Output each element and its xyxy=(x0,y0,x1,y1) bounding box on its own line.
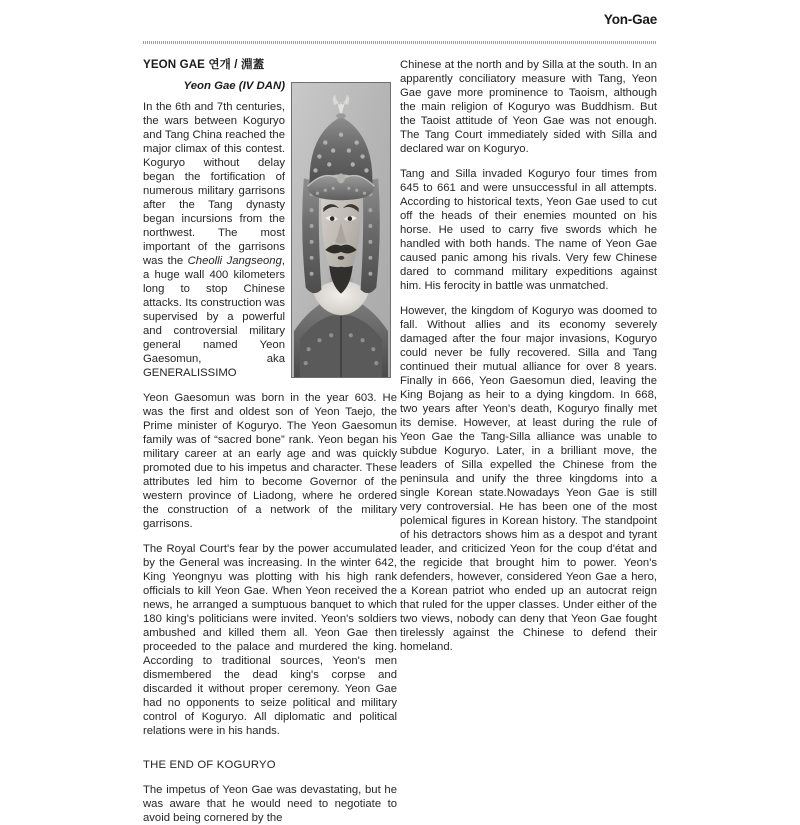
entry-title-korean: 연개 xyxy=(208,58,231,71)
paragraph-right-3: However, the kingdom of Koguryo was doomed to fall. Without allies and its economy severely damaged after the four major invasions, Koguryo could never be fully recovered. Silla and Tang continued their mutual alliance for over 8 years. Finally in 666, Yeon Gaesomun died, leaving the King Bojang as heir to a dying kingdom. In 668, two years after Yeon's death, Koguryo finally met its demise. However, at least during the rule of Yeon Gae the Tang-Silla alliance was unable to subdue Koguryo. Later, in a brilliant move, the leaders of Silla expelled the Chinese from the peninsula and unify the three kingdoms into a single Korean state.Nowadays Yeon Gae is still very controversial. He has been one of the most polemical figures in Korean history. The standpoint of his detractors shows him as a despot and tyrant leader, and criticized Yeon for the coup d'état and the regicide that brought him to power. Yeon's defenders, however, considered Yeon Gae a hero, a Korean patriot who ended up an autocrat reign that ruled for the upper classes. Under either of the two views, nobody can deny that Yeon Gae fought tirelessly against the Chinese to defend their homeland. xyxy=(400,305,657,653)
portrait-figure xyxy=(291,82,397,382)
paragraph-left-1-tail: , a huge wall 400 kilometers long to stop Chinese attacks. Its construction was supervised by a powerful and controversial military general named Yeon Gaesomun, aka GENERALISSIMO xyxy=(143,255,285,380)
entry-title xyxy=(143,58,397,71)
header-dotted-rule xyxy=(143,41,657,44)
section-heading-end-of-koguryo: THE END OF KOGURYO xyxy=(143,759,276,772)
text-column-left xyxy=(143,58,397,825)
page-body xyxy=(143,58,657,825)
paragraph-left-2: Yeon Gaesomun was born in the year 603. He was the first and oldest son of Yeon Taejo, the Prime minister of Koguryo. The Yeon Gaesomun family was of “sacred bone” rank. Yeon began his military career at an early age and was quickly promoted due to his impetus and character. These attributes led him to become Governor of the western province of Liadong, where he ordered the construction of a network of the military garrisons. xyxy=(143,392,397,531)
portrait-image xyxy=(291,82,391,378)
paragraph-left-1-head: In the 6th and 7th centuries, the wars between Koguryo and Tang China reached the major climax of this contest. Koguryo without delay began the fortification of numerous military garrisons after the Tang dynasty began incursions from the northwest. The most important of the garrisons was the xyxy=(143,101,285,268)
cheolli-jangseong-italic: Cheolli Jangseong xyxy=(187,255,282,268)
paragraph-right-1: Chinese at the north and by Silla at the south. In an apparently conciliatory measure with Tang, Yeon Gae gave more prominence to Taoism, although the main religion of Koguryo was Buddhism. But the Taoist attitude of Yeon Gae was not enough. The Tang Court immediately sided with Silla and declared war on Koguryo. xyxy=(400,59,657,155)
text-column-right xyxy=(400,58,657,794)
page-header xyxy=(143,12,657,46)
paragraph-left-3: The Royal Court's fear by the power accumulated by the General was increasing. In the winter 642, King Yeongnyu was plotting with his high rank officials to kill Yeon Gae. When Yeon received the news, he arranged a sumptuous banquet to which 180 king's politicians were invited. Yeon's soldiers ambushed and killed them all. Yeon Gae then proceeded to the palace and murdered the king. According to traditional sources, Yeon's men dismembered the dead king's corpse and discarded it without proper ceremony. Yeon Gae had no opponents to seize political and military control of Koguryo. All diplomatic and political relations were in his hands. xyxy=(143,543,397,738)
entry-subtitle: Yeon Gae (IV DAN) xyxy=(183,80,285,93)
paragraph-left-4: The impetus of Yeon Gae was devastating, but he was aware that he would need to negotiate to avoid being cornered by the xyxy=(143,784,397,825)
paragraph-right-2: Tang and Silla invaded Koguryo four times from 645 to 661 and were unsuccessful in all attempts. According to historical texts, Yeon Gae used to cut off the heads of their enemies mounted on his horse. He used to carry five swords which he handled with both hands. The name of Yeon Gae caused panic among his rivals. Very few Chinese dared to command military expeditions against him. His ferocity in battle was unmatched. xyxy=(400,168,657,292)
entry-title-separator: / xyxy=(234,58,238,71)
running-header-title: Yon-Gae xyxy=(603,12,657,27)
entry-title-roman: YEON GAE xyxy=(143,58,206,71)
entry-title-hanja: 淵蓋 xyxy=(240,58,265,71)
portrait-illustration xyxy=(292,83,390,377)
